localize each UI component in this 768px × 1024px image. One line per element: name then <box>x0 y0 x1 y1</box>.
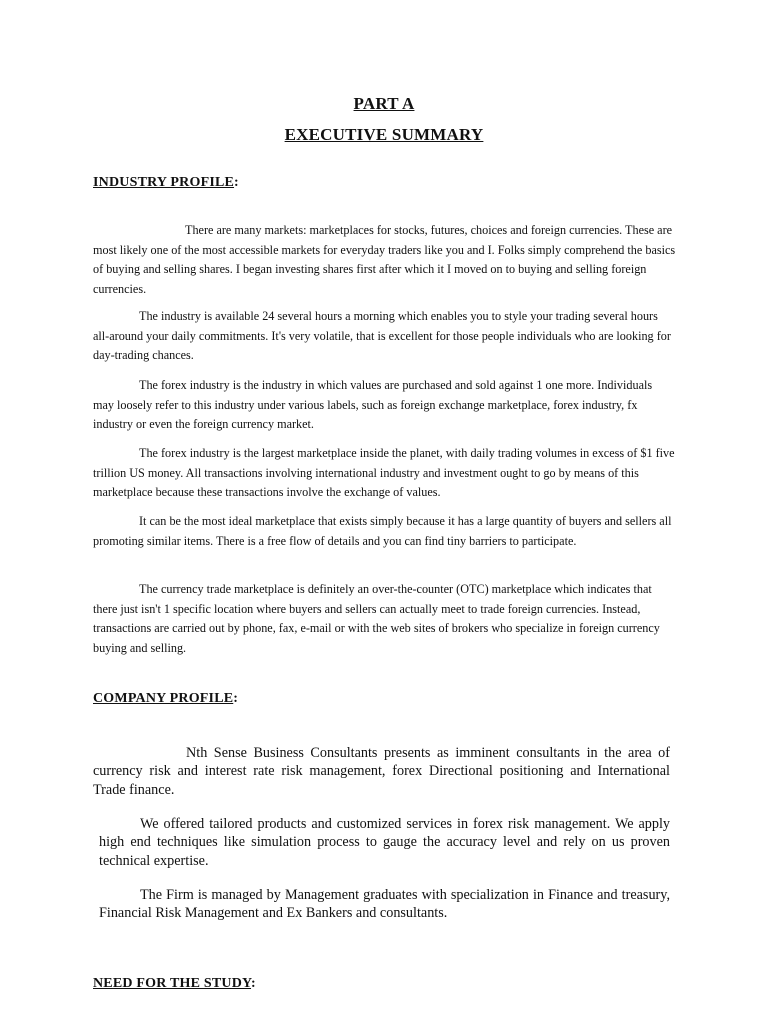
paragraph-text: The forex industry is the largest marketplace inside the planet, with daily trading volumes in excess of $1 five trillion US money. All transactions involving international industry and investment ought to go by means of this marketplace because these transactions involve the exchange of values. <box>93 446 675 500</box>
industry-paragraph-5 <box>93 512 676 551</box>
paragraph-text: It can be the most ideal marketplace that exists simply because it has a large quantity of buyers and sellers all promoting similar items. There is a free flow of details and you can find tiny barriers to participate. <box>93 514 672 548</box>
need-for-study-heading-text: NEED FOR THE STUDY <box>93 976 252 991</box>
paragraph-text: The forex industry is the industry in which values are purchased and sold against 1 one more. Individuals may loosely refer to this industry under various labels, such as foreign exchange marketplace, forex industry, fx industry or even the foreign currency market. <box>93 378 653 432</box>
paragraph-text: We offered tailored products and customized services in forex risk management. We apply high end techniques like simulation process to gauge the accuracy level and rely on us proven technical expertise. <box>99 816 670 869</box>
company-paragraph-1 <box>93 744 670 799</box>
company-paragraph-3 <box>99 886 670 923</box>
paragraph-text: There are many markets: marketplaces for stocks, futures, choices and foreign currencies. These are most likely one of the most accessible markets for everyday traders like you and I. Folks simply comprehend the basics of buying and selling shares. I began investing shares first after which it I moved on to buying and selling foreign currencies. <box>93 223 676 296</box>
paragraph-text: The Firm is managed by Management graduates with specialization in Finance and treasury, Financial Risk Management and Ex Bankers and consultants. <box>99 887 670 922</box>
heading-colon: : <box>234 175 239 190</box>
industry-paragraph-4 <box>93 444 676 503</box>
section-title: EXECUTIVE SUMMARY <box>284 125 484 144</box>
industry-paragraph-3 <box>93 376 676 435</box>
industry-paragraph-1 <box>93 221 676 299</box>
industry-profile-heading <box>93 175 239 191</box>
paragraph-text: Nth Sense Business Consultants presents as imminent consultants in the area of currency risk and interest rate risk management, forex Directional positioning and International Trade finance. <box>93 745 670 798</box>
industry-paragraph-6 <box>93 580 676 658</box>
part-title: PART A <box>353 94 415 113</box>
industry-profile-heading-text: INDUSTRY PROFILE <box>93 175 235 190</box>
company-profile-heading <box>93 691 238 707</box>
heading-colon: : <box>233 691 239 706</box>
heading-colon: : <box>251 976 256 991</box>
paragraph-text: The industry is available 24 several hours a morning which enables you to style your trading several hours all-around your daily commitments. It's very volatile, that is excellent for those people individuals who are looking for day-trading chances. <box>93 309 671 363</box>
company-paragraph-2 <box>99 815 670 870</box>
need-for-study-heading <box>93 976 256 992</box>
paragraph-text: The currency trade marketplace is definitely an over-the-counter (OTC) marketplace which indicates that there just isn't 1 specific location where buyers and sellers can actually meet to trade foreign currencies. Instead, transactions are carried out by phone, fax, e-mail or with the web sites of brokers who specialize in foreign currency buying and selling. <box>93 582 660 655</box>
company-profile-heading-text: COMPANY PROFILE <box>93 691 234 706</box>
industry-paragraph-2 <box>93 307 676 366</box>
